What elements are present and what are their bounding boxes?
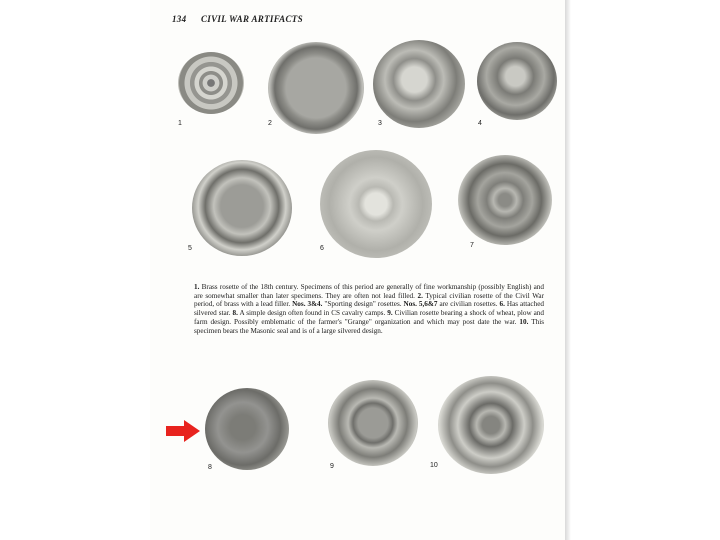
figure-label-10: 10 [430, 462, 438, 469]
page-edge [565, 0, 571, 540]
caption-text-9: Civilian rosette bearing a shock of wheat, plow and farm design. Possibly emblematic of the farmer's "Grange" organization and which may post date the war. [194, 309, 544, 326]
rosette-2 [268, 42, 364, 134]
figure-label-1: 1 [178, 120, 182, 127]
rosette-7 [458, 155, 552, 245]
red-arrow-icon [166, 420, 200, 442]
caption-text-6: Has attached silvered star. [194, 300, 544, 318]
page-header [172, 14, 303, 24]
caption-text-1: Brass rosette of the 18th century. Specimens of this period are generally of fine workmanship (possibly English) and are somewhat smaller than later specimens. They are often not lead filled. [194, 283, 544, 300]
caption-ref-5-6-7: Nos. 5,6&7 [403, 300, 438, 309]
caption-ref-3-4: Nos. 3&4. [292, 300, 323, 309]
figure-label-4: 4 [478, 120, 482, 127]
figure-label-9: 9 [330, 463, 334, 470]
caption-ref-9: 9. [387, 309, 393, 318]
caption-ref-2: 2. [417, 291, 423, 300]
rosette-8 [205, 388, 289, 470]
figure-label-5: 5 [188, 245, 192, 252]
caption-text-3-4: "Sporting design" rosettes. [322, 300, 404, 309]
caption-ref-8: 8. [232, 309, 238, 318]
figure-label-8: 8 [208, 464, 212, 471]
figure-label-6: 6 [320, 245, 324, 252]
figure-label-7: 7 [470, 242, 474, 249]
caption-text-8: A simple design often found in CS cavalry camps. [237, 309, 388, 318]
caption-text-10: This specimen bears the Masonic seal and is of a large silvered design. [194, 317, 544, 335]
figure-caption [194, 283, 544, 335]
caption-text-5-6-7: are civilian rosettes. [437, 300, 500, 309]
rosette-1 [178, 52, 244, 114]
page-number: 134 [172, 14, 187, 24]
rosette-3 [373, 40, 465, 128]
rosette-9 [328, 380, 418, 466]
figure-label-2: 2 [268, 120, 272, 127]
caption-ref-1: 1. [194, 283, 200, 291]
figure-label-3: 3 [378, 120, 382, 127]
rosette-10 [438, 376, 544, 474]
rosette-4 [477, 42, 557, 120]
caption-ref-10: 10. [519, 317, 529, 326]
rosette-5 [192, 160, 292, 256]
caption-text-2: Typical civilian rosette of the Civil War period, of brass with a lead filler. [194, 291, 544, 309]
rosette-6 [320, 150, 432, 258]
chapter-title: CIVIL WAR ARTIFACTS [200, 14, 303, 24]
caption-ref-6: 6. [499, 300, 505, 309]
